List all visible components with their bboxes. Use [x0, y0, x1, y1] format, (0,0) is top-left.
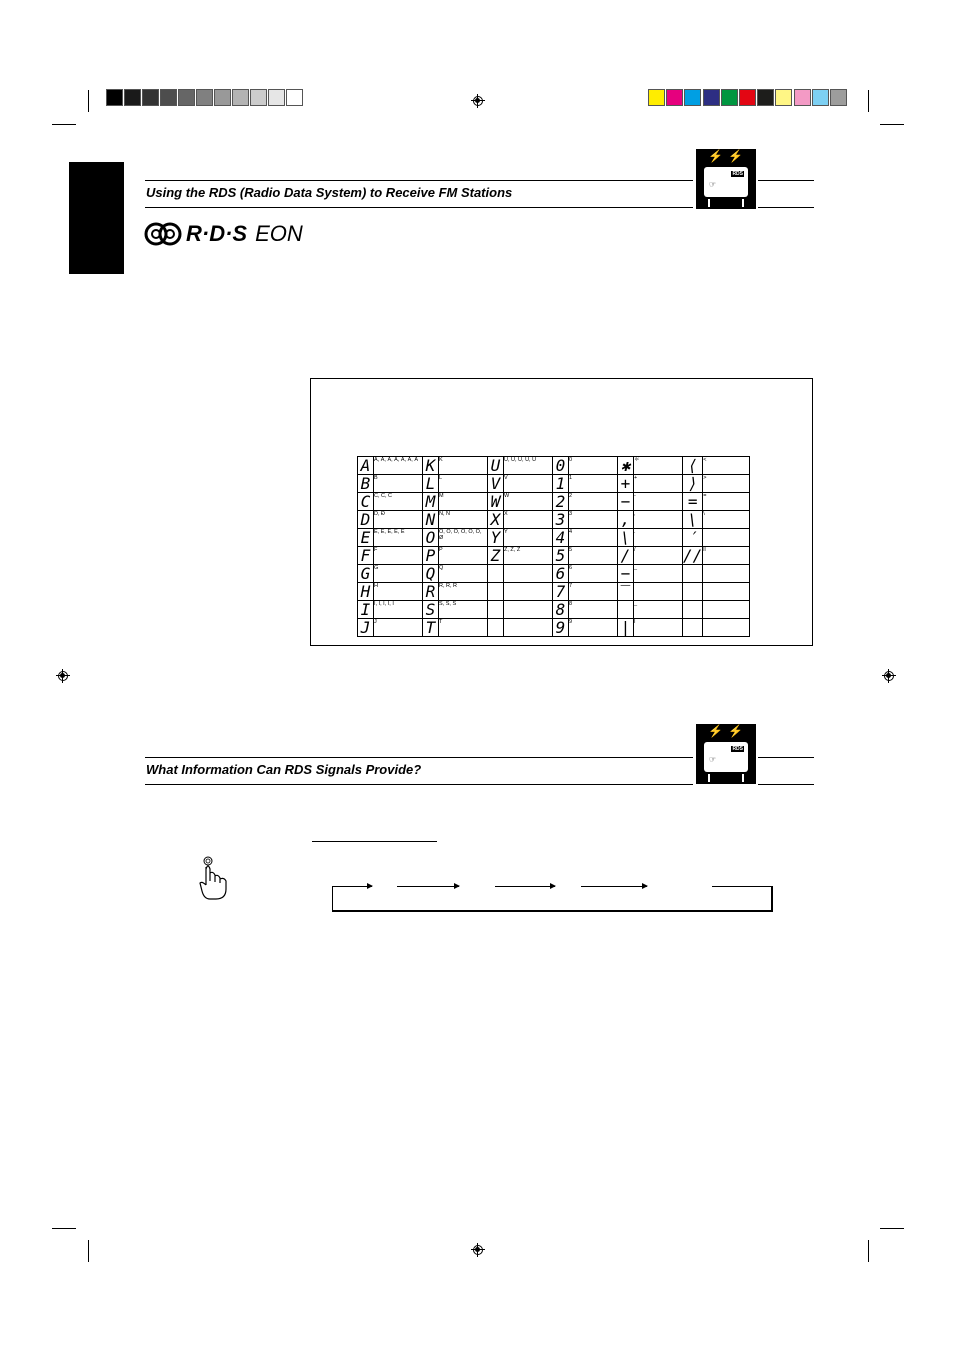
section-title-rds: Using the RDS (Radio Data System) to Receive FM Stations [146, 185, 513, 200]
display-glyph: O [423, 529, 439, 547]
crop-mark [88, 90, 89, 112]
glyph-characters: R, Ř, Ŕ [439, 583, 488, 601]
section-rule [145, 180, 693, 181]
glyph-characters: / [634, 547, 683, 565]
display-glyph: − [618, 565, 634, 583]
display-glyph: M [423, 493, 439, 511]
glyph-characters: ＊ [634, 457, 683, 475]
display-glyph: 9 [553, 619, 569, 637]
display-glyph: Q [423, 565, 439, 583]
glyph-characters [504, 619, 553, 637]
grayscale-swatch [250, 89, 267, 106]
glyph-characters: 4 [569, 529, 618, 547]
glyph-characters: S, Ś, Š [439, 601, 488, 619]
glyph-characters: Q [439, 565, 488, 583]
grayscale-swatch [196, 89, 213, 106]
color-swatch [666, 89, 683, 106]
char-table-row [358, 457, 750, 475]
display-glyph: S [423, 601, 439, 619]
char-table-row [358, 475, 750, 493]
grayscale-swatch [160, 89, 177, 106]
display-glyph: J [358, 619, 374, 637]
char-table [357, 456, 750, 637]
glyph-characters: Y [504, 529, 553, 547]
color-swatch [739, 89, 756, 106]
char-table-row [358, 511, 750, 529]
glyph-characters: U, Ú, Ù, Û, Ü [504, 457, 553, 475]
glyph-characters: ll [703, 547, 750, 565]
glyph-characters: > [703, 475, 750, 493]
display-glyph: H [358, 583, 374, 601]
display-glyph: G [358, 565, 374, 583]
grayscale-swatch [286, 89, 303, 106]
glyph-characters: 5 [569, 547, 618, 565]
grayscale-swatch [178, 89, 195, 106]
char-table-row [358, 619, 750, 637]
glyph-characters: O, Ó, Ò, Ô, Ö, Õ, Ø [439, 529, 488, 547]
color-swatch [721, 89, 738, 106]
glyph-characters: F [374, 547, 423, 565]
flow-arrow [581, 886, 647, 887]
section-rule [758, 784, 814, 785]
glyph-characters: P [439, 547, 488, 565]
flow-box [332, 886, 773, 912]
section-rule [145, 757, 693, 758]
language-tab [69, 162, 124, 274]
registration-target-icon [882, 669, 896, 683]
display-glyph: W [488, 493, 504, 511]
display-glyph: I [358, 601, 374, 619]
display-glyph: 3 [553, 511, 569, 529]
display-glyph: = [683, 493, 703, 511]
tv-rds-icon: ⚡ ⚡ ☞ RDS [696, 724, 756, 784]
flow-arrow [397, 886, 459, 887]
display-glyph: − [618, 493, 634, 511]
glyph-characters: T [439, 619, 488, 637]
glyph-characters: 3 [569, 511, 618, 529]
rds-logo [144, 221, 303, 247]
glyph-characters: 0 [569, 457, 618, 475]
color-swatch [684, 89, 701, 106]
section-rule [145, 784, 693, 785]
crop-mark [52, 1228, 76, 1229]
eon-logo-text: EON [255, 221, 303, 246]
glyph-characters: H [374, 583, 423, 601]
display-glyph: 7 [553, 583, 569, 601]
display-glyph: F [358, 547, 374, 565]
glyph-characters: C, Ć, Č [374, 493, 423, 511]
tv-rds-icon: ⚡ ⚡ ☞ RDS [696, 149, 756, 209]
glyph-characters: . [634, 529, 683, 547]
display-glyph [488, 601, 504, 619]
char-table-row [358, 493, 750, 511]
glyph-characters [703, 565, 750, 583]
grayscale-swatch [214, 89, 231, 106]
section-rule [758, 207, 814, 208]
display-glyph: P [423, 547, 439, 565]
section-title-rds-info: What Information Can RDS Signals Provide? [146, 762, 422, 777]
glyph-characters: D, Đ [374, 511, 423, 529]
display-glyph: U [488, 457, 504, 475]
glyph-characters: N, Ñ [439, 511, 488, 529]
display-glyph: ⟨ [683, 457, 703, 475]
glyph-characters: M [439, 493, 488, 511]
display-glyph: 8 [553, 601, 569, 619]
glyph-characters: - [634, 493, 683, 511]
crop-mark [88, 1240, 89, 1262]
char-table-row [358, 601, 750, 619]
display-glyph: K [423, 457, 439, 475]
glyph-characters: _ [634, 601, 683, 619]
display-glyph: C [358, 493, 374, 511]
glyph-characters: J [374, 619, 423, 637]
crop-mark [880, 124, 904, 125]
display-glyph: / [618, 547, 634, 565]
section-rule [758, 180, 814, 181]
display-glyph: ‾ [618, 583, 634, 601]
grayscale-swatch [268, 89, 285, 106]
glyph-characters [703, 583, 750, 601]
grayscale-swatch [142, 89, 159, 106]
glyph-characters: + [634, 475, 683, 493]
glyph-characters: = [703, 493, 750, 511]
glyph-characters: I, Í, Ì, Î, Ï [374, 601, 423, 619]
subheading-underline [312, 841, 437, 842]
glyph-characters: E, É, È, Ê, Ë [374, 529, 423, 547]
display-glyph [488, 583, 504, 601]
flow-arrow [495, 886, 555, 887]
registration-target-icon [471, 94, 485, 108]
glyph-characters: B [374, 475, 423, 493]
rds-logo-text: R·D·S [186, 221, 248, 246]
glyph-characters: A, Á, À, Â, Ä, Å, Ã [374, 457, 423, 475]
color-swatch [757, 89, 774, 106]
color-swatch [703, 89, 720, 106]
color-swatch [648, 89, 665, 106]
display-glyph: ′ [683, 529, 703, 547]
display-glyph: B [358, 475, 374, 493]
crop-mark [52, 124, 76, 125]
grayscale-swatch [232, 89, 249, 106]
glyph-characters: 9 [569, 619, 618, 637]
char-table-row [358, 529, 750, 547]
crop-mark [868, 90, 869, 112]
display-glyph [683, 565, 703, 583]
glyph-characters: ‾ [634, 583, 683, 601]
display-glyph: E [358, 529, 374, 547]
flow-arrow [332, 886, 372, 887]
glyph-characters: 6 [569, 565, 618, 583]
flow-line [712, 886, 773, 887]
glyph-characters: V [504, 475, 553, 493]
section-rule [758, 757, 814, 758]
grayscale-swatch [124, 89, 141, 106]
pointing-hand-icon: ☞ [709, 755, 717, 764]
crop-mark [880, 1228, 904, 1229]
display-glyph: N [423, 511, 439, 529]
display-glyph: A [358, 457, 374, 475]
display-glyph: \ [683, 511, 703, 529]
glyph-characters: _ [634, 565, 683, 583]
color-swatch [775, 89, 792, 106]
display-glyph: 4 [553, 529, 569, 547]
display-glyph: ⟩ [683, 475, 703, 493]
display-glyph: // [683, 546, 703, 565]
glyph-characters: 7 [569, 583, 618, 601]
glyph-characters: G [374, 565, 423, 583]
glyph-characters: 1 [569, 475, 618, 493]
glyph-characters: X [504, 511, 553, 529]
glyph-characters [703, 601, 750, 619]
glyph-characters: Z, Ź, Ž [504, 547, 553, 565]
section-rule [145, 207, 693, 208]
char-table-row [358, 565, 750, 583]
color-swatch [830, 89, 847, 106]
grayscale-swatch [106, 89, 123, 106]
glyph-characters: < [703, 457, 750, 475]
pointing-hand-icon: ☞ [709, 180, 717, 189]
display-glyph [683, 601, 703, 619]
glyph-characters: K [439, 457, 488, 475]
display-glyph: V [488, 475, 504, 493]
display-glyph: 1 [553, 475, 569, 493]
display-glyph: 0 [553, 457, 569, 475]
display-glyph: 2 [553, 493, 569, 511]
glyph-characters: \ [703, 511, 750, 529]
glyph-characters [504, 583, 553, 601]
crop-mark [868, 1240, 869, 1262]
display-glyph: L [423, 475, 439, 493]
color-swatch [812, 89, 829, 106]
display-glyph: | [618, 619, 634, 637]
display-glyph: , [618, 511, 634, 529]
display-glyph [488, 619, 504, 637]
display-glyph: + [618, 475, 634, 493]
display-glyph: 6 [553, 565, 569, 583]
press-finger-icon [198, 855, 232, 901]
display-glyph: \ [618, 529, 634, 547]
display-glyph [488, 565, 504, 583]
display-glyph: T [423, 619, 439, 637]
glyph-characters: W [504, 493, 553, 511]
registration-target-icon [471, 1243, 485, 1257]
glyph-characters: , [634, 511, 683, 529]
glyph-characters [703, 529, 750, 547]
display-glyph: _ [618, 601, 634, 619]
char-table-row [358, 547, 750, 565]
display-glyph [683, 619, 703, 637]
display-glyph: ✱ [618, 457, 634, 475]
glyph-characters [504, 565, 553, 583]
glyph-characters: I [634, 619, 683, 637]
glyph-characters [504, 601, 553, 619]
registration-target-icon [56, 669, 70, 683]
display-glyph: D [358, 511, 374, 529]
color-swatch [794, 89, 811, 106]
display-glyph: Z [488, 547, 504, 565]
char-table-row [358, 583, 750, 601]
display-glyph: X [488, 511, 504, 529]
rds-wave-icon [144, 222, 184, 246]
glyph-characters: 8 [569, 601, 618, 619]
glyph-characters [703, 619, 750, 637]
display-glyph: Y [488, 529, 504, 547]
glyph-characters: 2 [569, 493, 618, 511]
display-glyph [683, 583, 703, 601]
display-glyph: 5 [553, 547, 569, 565]
glyph-characters: L [439, 475, 488, 493]
display-glyph: R [423, 583, 439, 601]
